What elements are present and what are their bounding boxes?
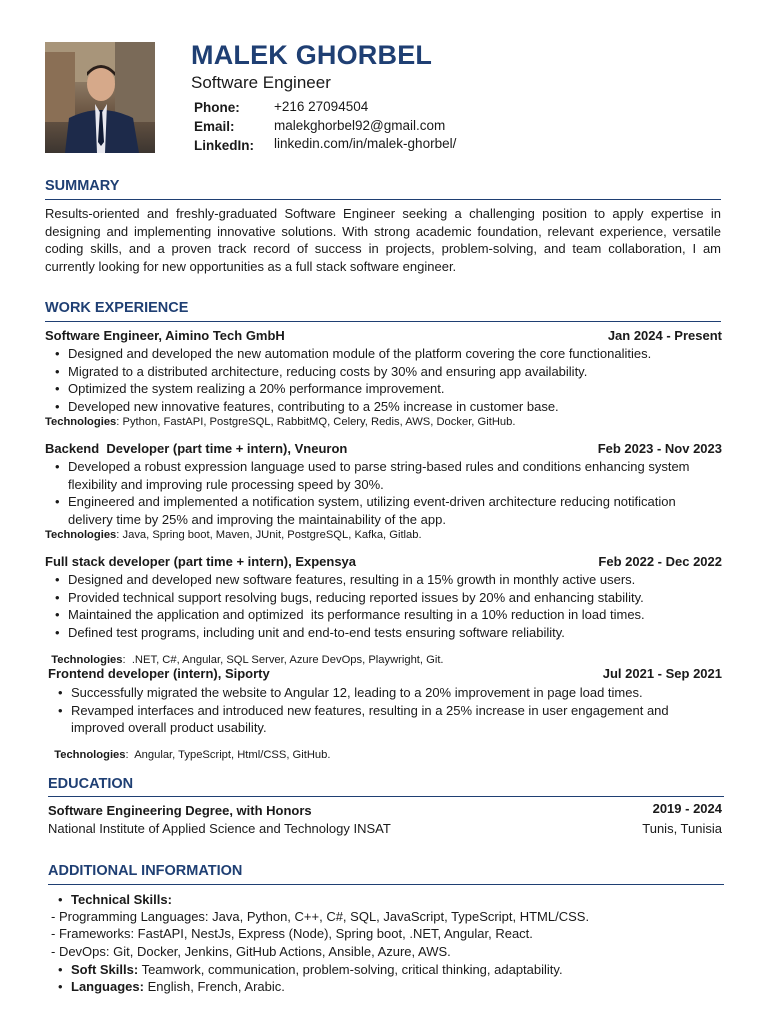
profile-photo (45, 42, 155, 153)
additional-info-heading: ADDITIONAL INFORMATION (48, 863, 243, 879)
job-bullets (68, 571, 728, 641)
education-divider (48, 796, 724, 797)
job-date: Feb 2022 - Dec 2022 (598, 554, 722, 569)
job-header (45, 554, 722, 569)
list-item: • Optimized the system realizing a 20% performance improvement. (68, 380, 728, 398)
job-role: Full stack developer (part time + intern), Expensya (45, 554, 357, 569)
technical-skills-label: Technical Skills: (71, 892, 172, 907)
list-item: • Designed and developed the new automation module of the platform covering the core functionalities. (68, 345, 728, 363)
languages-value: English, French, Arabic. (143, 979, 285, 994)
skills-line: - DevOps: Git, Docker, Jenkins, GitHub Actions, Ansible, Azure, AWS. (51, 944, 451, 959)
job-bullets (68, 458, 718, 528)
job-role: Software Engineer, Aimino Tech GmbH (45, 328, 285, 343)
job-role: Backend Developer (part time + intern), Vneuron (45, 441, 348, 456)
bullet-icon: • (58, 979, 63, 994)
bullet-icon: • (58, 962, 63, 977)
technologies-label: Technologies (45, 416, 117, 428)
job-date: Jan 2024 - Present (607, 328, 722, 343)
job-bullets (71, 684, 716, 737)
technologies-label: Technologies (54, 749, 126, 761)
phone-value[interactable]: +216 27094504 (274, 99, 369, 114)
soft-skills-value: Teamwork, communication, problem-solving, critical thinking, adaptability. (138, 962, 563, 977)
job-date: Jul 2021 - Sep 2021 (602, 666, 722, 681)
linkedin-value[interactable]: linkedin.com/in/malek-ghorbel/ (274, 136, 457, 151)
additional-divider (48, 884, 724, 885)
summary-text: Results-oriented and freshly-graduated Software Engineer seeking a challenging position to apply expertise in designing and implementing innovative solutions. With strong academic foundation, relevant experience, versatile coding skills, and a proven track record of success in projects, problem-solving, and team collaboration, I am currently looking for new opportunities as a full stack software engineer. (45, 206, 721, 274)
summary-heading: SUMMARY (45, 178, 120, 194)
list-item: • Maintained the application and optimized its performance resulting in a 10% reduction in load times. (68, 606, 728, 624)
job-title: Software Engineer (191, 73, 331, 92)
skills-line: - Frameworks: FastAPI, NestJs, Express (Node), Spring boot, .NET, Angular, React. (51, 926, 533, 941)
technologies-list: : Java, Spring boot, Maven, JUnit, PostgreSQL, Kafka, Gitlab. (116, 529, 422, 541)
list-item: • Successfully migrated the website to Angular 12, leading to a 20% improvement in page load times. (71, 684, 716, 702)
list-item: • Developed a robust expression language used to parse string-based rules and conditions enhancing system flexibility and improving rule processing speed by 30%. (68, 458, 718, 493)
job-technologies (45, 642, 444, 666)
list-item: • Defined test programs, including unit and end-to-end tests ensuring software reliability. (68, 624, 728, 642)
technologies-list: : Angular, TypeScript, Html/CSS, GitHub. (125, 749, 331, 761)
school-location: Tunis, Tunisia (642, 821, 722, 836)
job-technologies (45, 529, 422, 541)
job-header (45, 328, 722, 343)
list-item: • Migrated to a distributed architecture, reducing costs by 30% and ensuring app availability. (68, 363, 728, 381)
technologies-list: : Python, FastAPI, PostgreSQL, RabbitMQ, Celery, Redis, AWS, Docker, GitHub. (116, 416, 516, 428)
education-school-row (48, 821, 722, 836)
job-header (45, 441, 722, 456)
education-degree-row (48, 803, 722, 818)
languages-label: Languages: (71, 979, 144, 994)
list-item: • Engineered and implemented a notification system, utilizing event-driven architecture reducing notification delivery time by 25% and improving the maintainability of the app. (68, 493, 718, 528)
job-header (48, 666, 722, 681)
job-technologies (48, 737, 330, 761)
linkedin-label: LinkedIn: (194, 138, 254, 153)
list-item: • Provided technical support resolving bugs, reducing reported issues by 20% and enhancing stability. (68, 589, 728, 607)
email-label: Email: (194, 119, 235, 134)
email-value[interactable]: malekghorbel92@gmail.com (274, 118, 446, 133)
job-role: Frontend developer (intern), Siporty (48, 666, 270, 681)
bullet-icon: • (58, 892, 63, 907)
summary-divider (45, 199, 721, 200)
list-item: • Designed and developed new software features, resulting in a 15% growth in monthly active users. (68, 571, 728, 589)
work-divider (45, 321, 721, 322)
job-date: Feb 2023 - Nov 2023 (597, 441, 722, 456)
technologies-list: : .NET, C#, Angular, SQL Server, Azure DevOps, Playwright, Git. (122, 654, 444, 666)
education-years: 2019 - 2024 (652, 801, 722, 816)
phone-label: Phone: (194, 100, 240, 115)
technologies-label: Technologies (51, 654, 123, 666)
list-item: • Revamped interfaces and introduced new features, resulting in a 25% increase in user engagement and improved overall product usability. (71, 702, 716, 737)
soft-skills-label: Soft Skills: (71, 962, 139, 977)
education-heading: EDUCATION (48, 776, 134, 792)
job-technologies (45, 416, 515, 428)
school: National Institute of Applied Science and Technology INSAT (48, 821, 391, 836)
job-bullets (68, 345, 728, 415)
technologies-label: Technologies (45, 529, 117, 541)
list-item: • Developed new innovative features, contributing to a 25% increase in customer base. (68, 398, 728, 416)
skills-line: - Programming Languages: Java, Python, C++, C#, SQL, JavaScript, TypeScript, HTML/CSS. (51, 909, 590, 924)
work-experience-heading: WORK EXPERIENCE (45, 300, 189, 316)
candidate-name: MALEK GHORBEL (191, 40, 433, 70)
degree: Software Engineering Degree, with Honors (48, 803, 312, 818)
